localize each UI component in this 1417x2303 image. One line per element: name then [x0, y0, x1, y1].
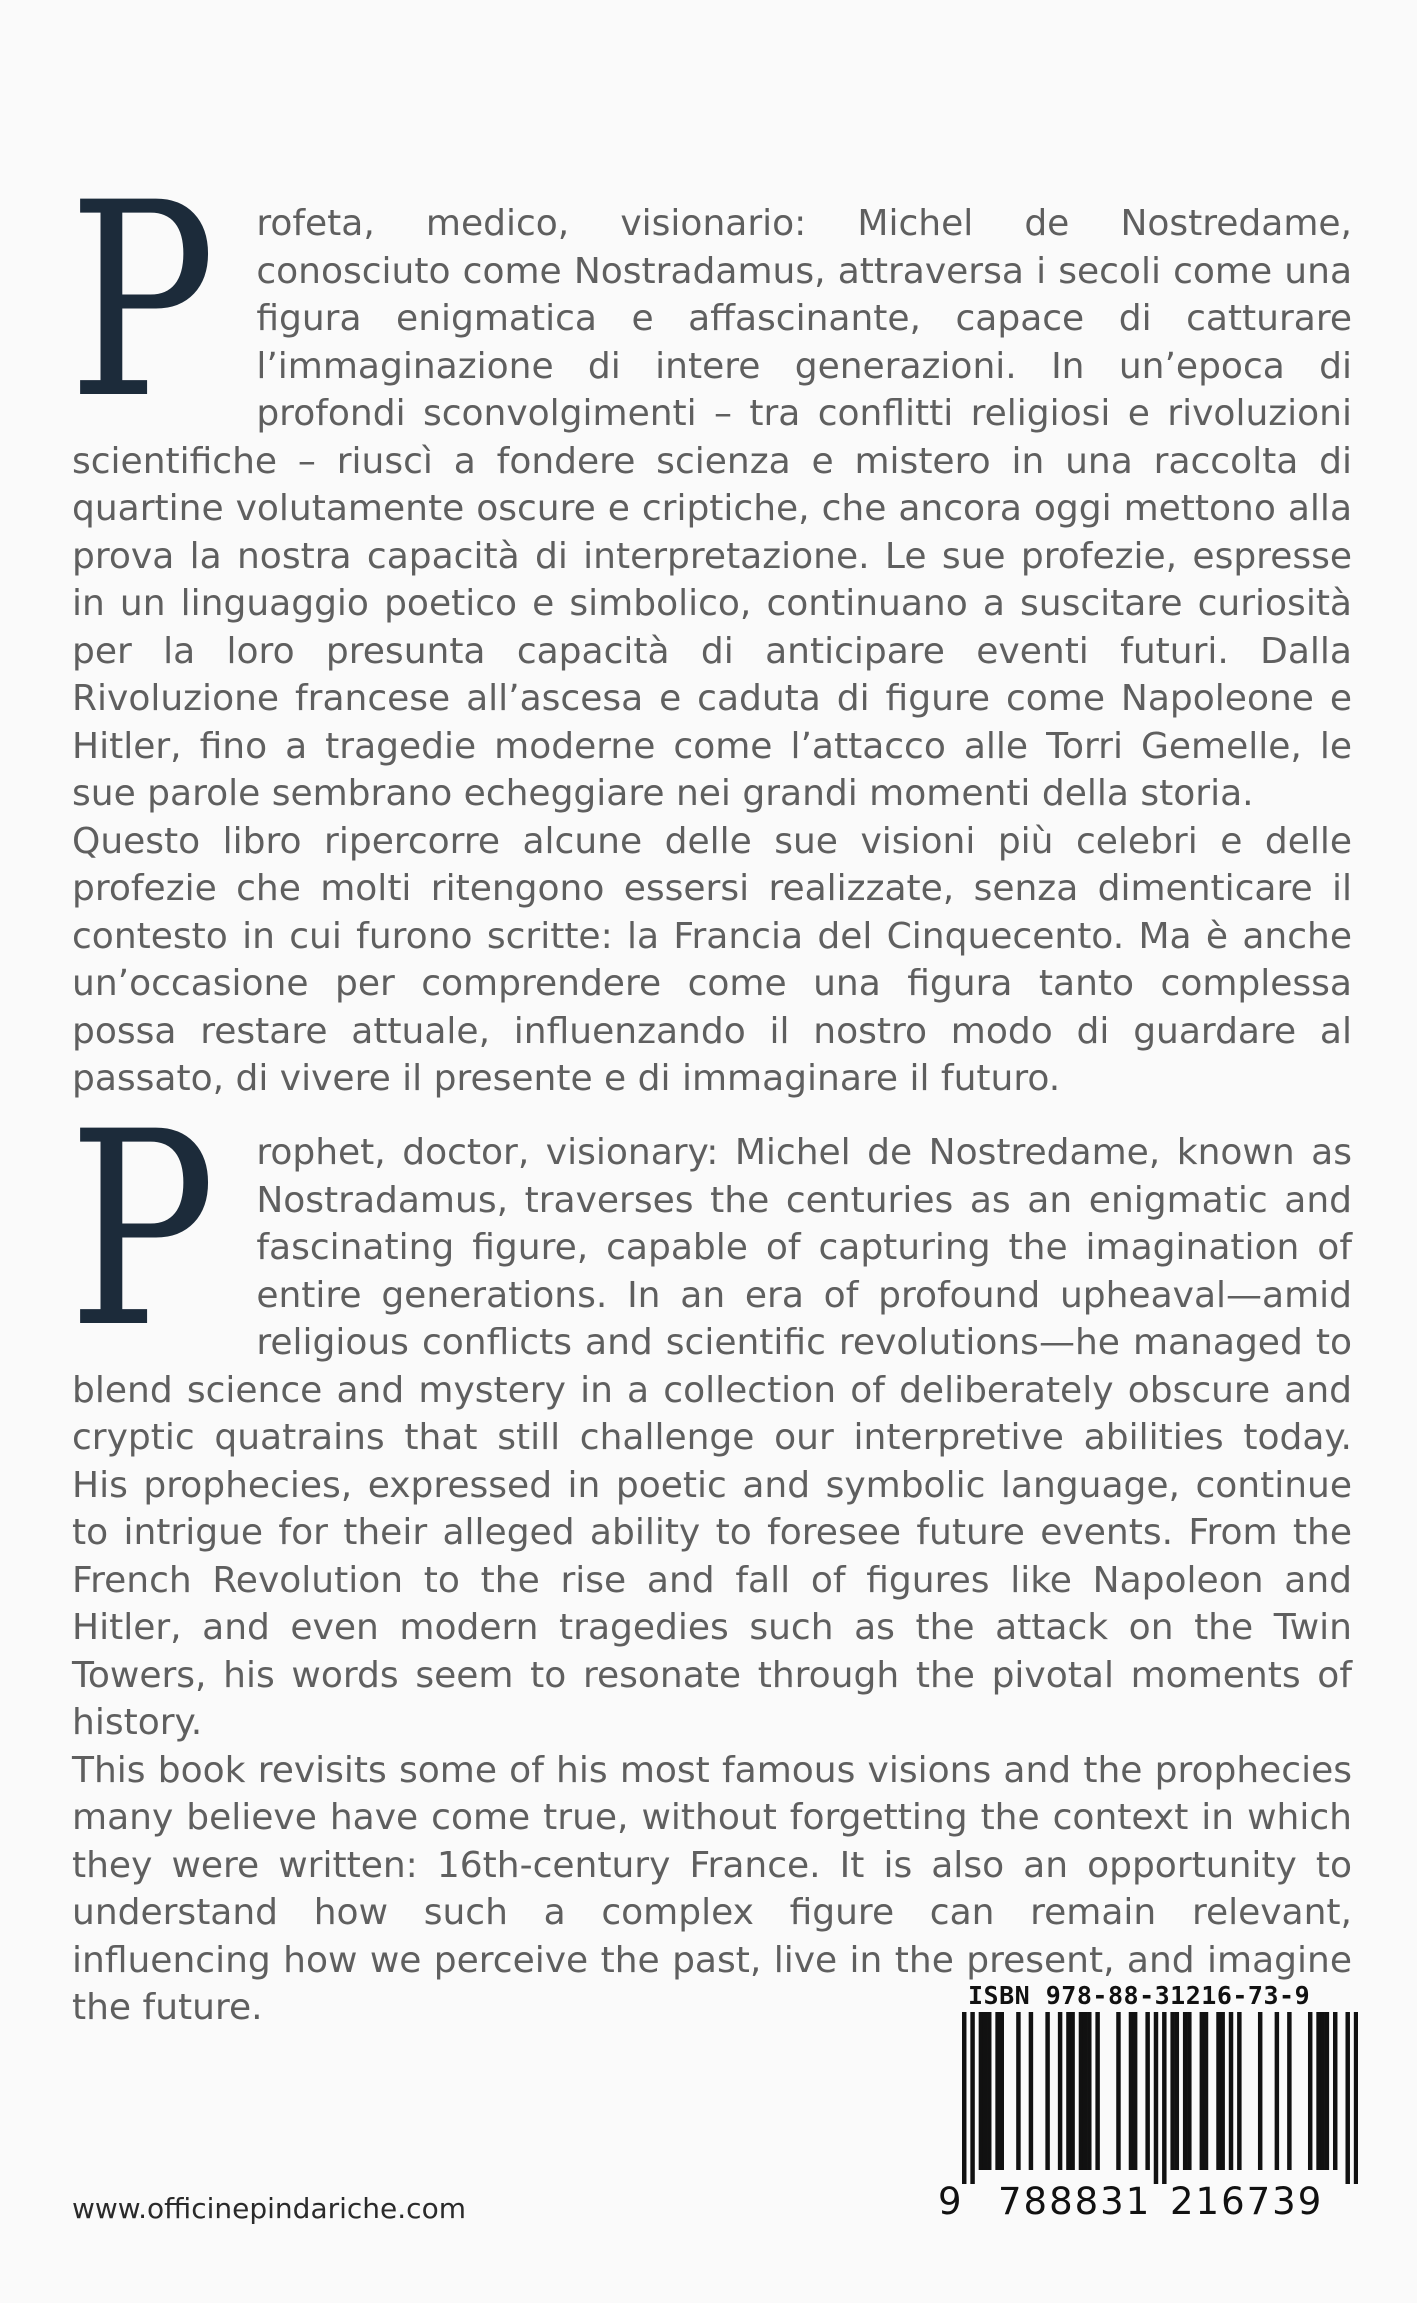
barcode-bar [1216, 2012, 1220, 2170]
barcode-bar [1237, 2012, 1241, 2170]
barcode-bar [1133, 2012, 1137, 2170]
italian-drop-cap: P [68, 146, 216, 458]
barcode-bar [1154, 2012, 1158, 2184]
barcode-bar [1175, 2012, 1179, 2170]
barcode-bar [979, 2012, 983, 2170]
barcode-bar [1095, 2012, 1099, 2170]
barcode-bar [1145, 2012, 1149, 2170]
barcode-bar [1183, 2012, 1187, 2170]
barcode-bar [1308, 2012, 1312, 2170]
barcode-bar [1079, 2012, 1083, 2170]
italian-paragraph-2: Questo libro ripercorre alcune delle sue visioni più celebri e delle profezie che molti ritengono essersi realizzate, senza dimenticare il contesto in cui furono scritte: la Francia del Cinquecento. Ma è anche un’occasione per comprendere come una figura tanto complessa possa restare attuale, influenzando il nostro modo di guardare al passato, di vivere il presente e di immaginare il futuro. [72, 820, 1352, 1099]
barcode-bar [1029, 2012, 1033, 2170]
isbn-barcode [962, 2012, 1358, 2184]
barcode-bar [1229, 2012, 1233, 2170]
barcode-bar [1170, 2012, 1174, 2170]
barcode-bar [962, 2012, 966, 2184]
barcode-bar [1345, 2012, 1349, 2184]
english-description [68, 1075, 1352, 2032]
barcode-bar [1220, 2012, 1224, 2170]
barcode-bar [1187, 2012, 1191, 2170]
barcode-bar [1287, 2012, 1291, 2170]
barcode-bar [1354, 2012, 1358, 2184]
barcode-bar [1204, 2012, 1208, 2170]
barcode-bar [995, 2012, 999, 2170]
barcode-bar [1258, 2012, 1262, 2170]
barcode-bar [1162, 2012, 1166, 2184]
barcode-bar [1116, 2012, 1120, 2170]
barcode-bar [1000, 2012, 1004, 2170]
barcode-bar [1016, 2012, 1020, 2170]
barcode-bar [1333, 2012, 1337, 2170]
barcode-bar [1200, 2012, 1204, 2170]
barcode-digit-first: 9 [938, 2180, 964, 2223]
barcode-bar [987, 2012, 991, 2170]
publisher-website: www.officinepindariche.com [72, 2192, 466, 2225]
barcode-digits-right: 216739 [1170, 2180, 1324, 2223]
barcode-bar [1275, 2012, 1279, 2170]
barcode-bar [1058, 2012, 1062, 2170]
barcode-bar [1087, 2012, 1091, 2170]
barcode-digits-left: 788831 [998, 2180, 1152, 2223]
barcode-bar [1316, 2012, 1320, 2170]
isbn-label: ISBN 978-88-31216-73-9 [968, 1981, 1311, 2010]
italian-description [68, 146, 1352, 1103]
barcode-bar [1045, 2012, 1049, 2170]
english-drop-cap: P [68, 1075, 216, 1387]
barcode-bar [1320, 2012, 1324, 2170]
italian-paragraph-1: rofeta, medico, visionario: Michel de Nostredame, conosciuto come Nostradamus, attraversa i secoli come una figura enigmatica e affascinante, capace di catturare l’immaginazione di intere generazioni. In un’epoca di profondi sconvolgimenti – tra conflitti religiosi e rivoluzioni scientifiche – riuscì a fondere scienza e mistero in una raccolta di quartine volutamente oscure e criptiche, che ancora oggi mettono alla prova la nostra capacità di interpretazione. Le sue profezie, espresse in un linguaggio poetico e simbolico, continuano a suscitare curiosità per la loro presunta capacità di anticipare eventi futuri. Dalla Rivoluzione francese all’ascesa e caduta di figure come Napoleone e Hitler, fino a tragedie moderne come l’attacco alle Torri Gemelle, le sue parole sembrano echeggiare nei grandi momenti della storia. [72, 203, 1352, 814]
english-paragraph-2: This book revisits some of his most famous visions and the prophecies many believe have come true, without forgetting the context in which they were written: 16th-century France. It is also an opportunity to understand how such a complex figure can remain relevant, influencing how we perceive the past, live in the present, and imagine the future. [72, 1749, 1352, 2028]
barcode-bar [1129, 2012, 1133, 2170]
barcode-bar [1083, 2012, 1087, 2170]
barcode-bar [1325, 2012, 1329, 2170]
barcode-bar [983, 2012, 987, 2170]
english-paragraph-1: rophet, doctor, visionary: Michel de Nostredame, known as Nostradamus, traverses the centuries as an enigmatic and fascinating figure, capable of capturing the imagination of entire generations. In an era of profound upheaval—amid religious conflicts and scientific revolutions—he managed to blend science and mystery in a collection of deliberately obscure and cryptic quatrains that still challenge our interpretive abilities today. His prophecies, expressed in poetic and symbolic language, continue to intrigue for their alleged ability to foresee future events. From the French Revolution to the rise and fall of figures like Napoleon and Hitler, and even modern tragedies such as the attack on the Twin Towers, his words seem to resonate through the pivotal moments of history. [72, 1132, 1352, 1743]
barcode-bar [1070, 2012, 1074, 2170]
barcode-bar [970, 2012, 974, 2184]
barcode-bar [1066, 2012, 1070, 2170]
